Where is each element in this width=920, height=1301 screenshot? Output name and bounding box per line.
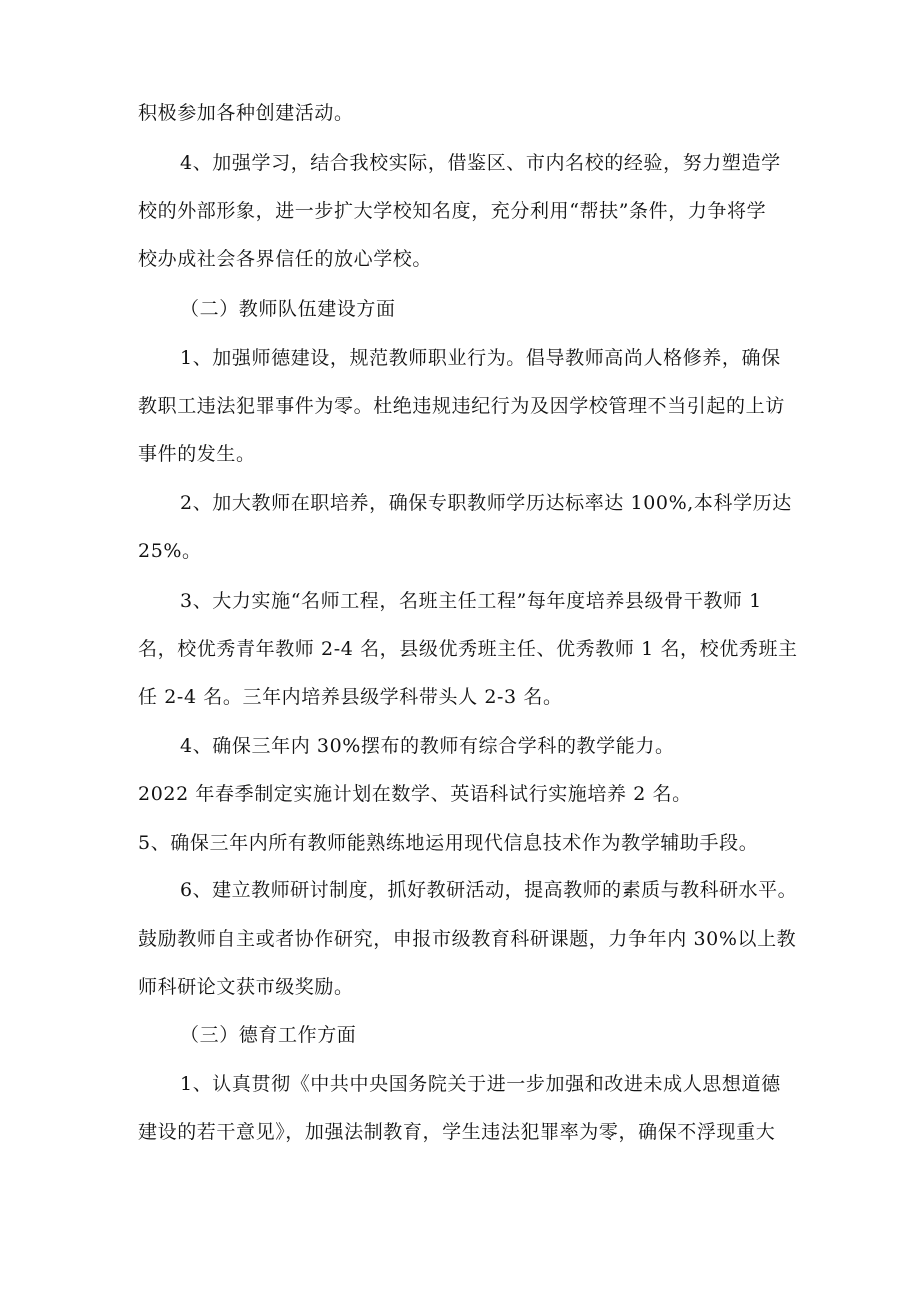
paragraph-line: 6、建立教师研讨制度，抓好教研活动，提高教师的素质与教科研水平。 [180,879,798,901]
paragraph-line: 积极参加各种创建活动。 [138,102,354,124]
paragraph-line: 师科研论文获市级奖励。 [138,976,354,998]
section-heading: （三）德育工作方面 [180,1024,357,1046]
paragraph-line: 3、大力实施“名师工程，名班主任工程”每年度培养县级骨干教师 1 [180,590,762,612]
paragraph-line: 1、加强师德建设，规范教师职业行为。倡导教师高尚人格修养，确保 [180,347,781,369]
paragraph-line: 2、加大教师在职培养，确保专职教师学历达标率达 100%,本科学历达 [180,492,792,514]
paragraph-line: 任 2-4 名。三年内培养县级学科带头人 2-3 名。 [138,686,563,708]
paragraph-line: 事件的发生。 [138,443,256,465]
paragraph-line: 教职工违法犯罪事件为零。杜绝违规违纪行为及因学校管理不当引起的上访 [138,395,785,417]
paragraph-line: 建设的若干意见》，加强法制教育，学生违法犯罪率为零，确保不浮现重大 [138,1121,776,1143]
paragraph-line: 校办成社会各界信任的放心学校。 [138,248,433,270]
paragraph-line: 校的外部形象，进一步扩大学校知名度，充分利用“帮扶”条件，力争将学 [138,200,767,222]
paragraph-line: 5、确保三年内所有教师能熟练地运用现代信息技术作为教学辅助手段。 [138,832,759,854]
paragraph-line: 鼓励教师自主或者协作研究，申报市级教育科研课题，力争年内 30%以上教 [138,928,797,950]
paragraph-line: 4、确保三年内 30%摆布的教师有综合学科的教学能力。 [180,735,675,757]
paragraph-line: 4、加强学习，结合我校实际，借鉴区、市内名校的经验，努力塑造学 [180,152,781,174]
paragraph-line: 2022 年春季制定实施计划在数学、英语科试行实施培养 2 名。 [138,783,692,805]
paragraph-line: 1、认真贯彻《中共中央国务院关于进一步加强和改进未成人思想道德 [180,1073,781,1095]
section-heading: （二）教师队伍建设方面 [180,298,396,320]
paragraph-line: 名，校优秀青年教师 2-4 名，县级优秀班主任、优秀教师 1 名，校优秀班主 [138,638,798,660]
paragraph-line: 25%。 [138,540,202,562]
